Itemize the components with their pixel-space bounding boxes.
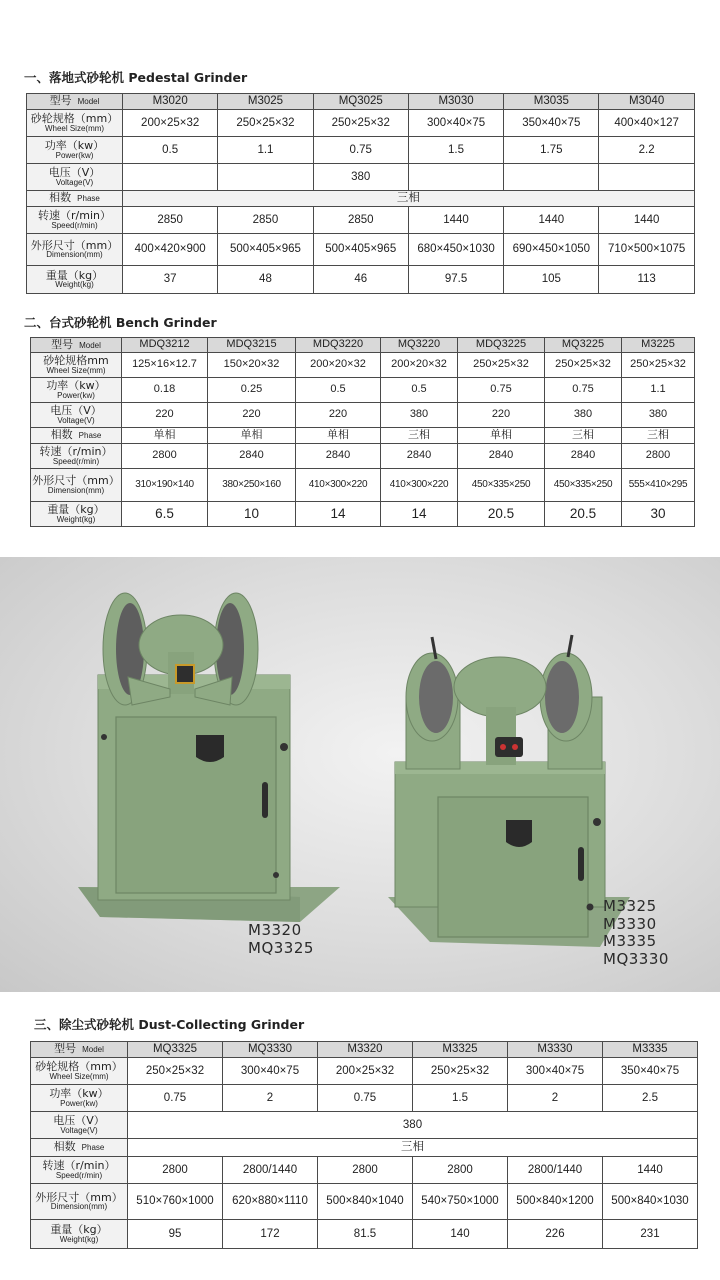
model-cell: MDQ3225 [458, 338, 545, 353]
table-cell: 510×760×1000 [128, 1184, 223, 1220]
row-label-wheel: 砂轮规格（mm） Wheel Size(mm) [27, 110, 123, 137]
row-label-dimension: 外形尺寸（mm） Dimension(mm) [31, 1184, 128, 1220]
table-row [31, 338, 695, 353]
model-label: M3330 [603, 914, 657, 933]
table-cell: 300×40×75 [408, 110, 503, 137]
table-cell: 680×450×1030 [408, 234, 503, 266]
row-label-voltage: 电压（V） Voltage(V) [31, 1112, 128, 1139]
right-model-labels [603, 898, 669, 968]
table-row [27, 164, 695, 191]
model-cell: M3020 [123, 94, 218, 110]
row-label-speed: 转速（r/min） Speed(r/min) [27, 207, 123, 234]
table-cell: 2850 [218, 207, 313, 234]
table-cell: 2.2 [599, 137, 694, 164]
row-label-dimension: 外形尺寸（mm） Dimension(mm) [27, 234, 123, 266]
table-row [27, 110, 695, 137]
table-cell: 三相 [622, 428, 695, 444]
table-cell [218, 164, 313, 191]
table-cell: 1440 [599, 207, 694, 234]
table-cell: 200×25×32 [318, 1058, 413, 1085]
table-cell: 30 [622, 502, 695, 527]
table-cell: 200×20×32 [381, 353, 458, 378]
phase-cell: 三相 [128, 1139, 698, 1157]
table-cell: 0.5 [381, 378, 458, 403]
table-row [31, 1042, 698, 1058]
table-cell: 1.1 [218, 137, 313, 164]
row-label-speed: 转速（r/min） Speed(r/min) [31, 1157, 128, 1184]
table-cell: 220 [458, 403, 545, 428]
table-cell: 172 [223, 1220, 318, 1249]
model-label: MQ3325 [248, 938, 314, 957]
model-cell: MQ3325 [128, 1042, 223, 1058]
table-row [31, 1157, 698, 1184]
row-label-power: 功率（kw） Power(kw) [31, 1085, 128, 1112]
table-row [31, 444, 695, 469]
table-cell: 220 [296, 403, 381, 428]
model-cell: MQ3220 [381, 338, 458, 353]
row-label-voltage: 电压（V） Voltage(V) [27, 164, 123, 191]
table-cell: 97.5 [408, 266, 503, 294]
table-cell: 2850 [123, 207, 218, 234]
table-cell: 310×190×140 [122, 469, 208, 502]
table-cell: 14 [296, 502, 381, 527]
bench-grinder-title: 二、台式砂轮机 Bench Grinder [24, 315, 217, 330]
table-cell: 231 [603, 1220, 698, 1249]
model-cell: MDQ3220 [296, 338, 381, 353]
row-label-model: 型号 Model [27, 94, 123, 110]
table-cell: 0.75 [313, 137, 408, 164]
row-label-power: 功率（kw） Power(kw) [31, 378, 122, 403]
table-cell: 0.75 [545, 378, 622, 403]
model-cell: M3035 [504, 94, 599, 110]
table-row [31, 378, 695, 403]
table-cell: 380 [622, 403, 695, 428]
table-cell: 单相 [208, 428, 296, 444]
left-model-labels [248, 922, 314, 957]
table-cell: 6.5 [122, 502, 208, 527]
table-cell: 450×335×250 [545, 469, 622, 502]
row-label-phase: 相数 Phase [27, 191, 123, 207]
table-cell: 20.5 [458, 502, 545, 527]
pedestal-grinder-title: 一、落地式砂轮机 Pedestal Grinder [24, 70, 248, 85]
model-label: M3320 [248, 921, 302, 939]
model-label: MQ3330 [603, 949, 669, 968]
product-photo [0, 557, 720, 992]
table-cell: 2800/1440 [508, 1157, 603, 1184]
table-cell: 2840 [545, 444, 622, 469]
table-row [31, 1058, 698, 1085]
table-cell: 0.75 [128, 1085, 223, 1112]
table-row [31, 469, 695, 502]
table-row [31, 353, 695, 378]
voltage-cell: 380 [128, 1112, 698, 1139]
table-cell: 500×840×1040 [318, 1184, 413, 1220]
row-label-phase: 相数 Phase [31, 428, 122, 444]
table-cell: 350×40×75 [603, 1058, 698, 1085]
table-cell: 500×840×1030 [603, 1184, 698, 1220]
table-row [31, 403, 695, 428]
table-cell: 380×250×160 [208, 469, 296, 502]
table-cell: 2800 [318, 1157, 413, 1184]
table-cell: 95 [128, 1220, 223, 1249]
dust-collecting-grinder-title: 三、除尘式砂轮机 Dust-Collecting Grinder [34, 1017, 305, 1032]
model-cell: M3335 [603, 1042, 698, 1058]
row-label-wheel: 砂轮规格mm Wheel Size(mm) [31, 353, 122, 378]
table-cell: 250×25×32 [128, 1058, 223, 1085]
table-cell [123, 164, 218, 191]
table-row [31, 1139, 698, 1157]
table-cell: 500×405×965 [313, 234, 408, 266]
table-cell: 2840 [458, 444, 545, 469]
table-cell: 250×25×32 [413, 1058, 508, 1085]
table-cell: 140 [413, 1220, 508, 1249]
table-row [27, 137, 695, 164]
table-cell: 1.5 [408, 137, 503, 164]
model-cell: M3225 [622, 338, 695, 353]
table-cell: 350×40×75 [504, 110, 599, 137]
row-label-speed: 转速（r/min） Speed(r/min) [31, 444, 122, 469]
row-label-weight: 重量（kg） Weight(kg) [31, 1220, 128, 1249]
table-cell: 250×25×32 [218, 110, 313, 137]
table-cell: 2800 [413, 1157, 508, 1184]
table-row [31, 1184, 698, 1220]
phase-cell: 三相 [123, 191, 695, 207]
row-label-model: 型号 Model [31, 1042, 128, 1058]
table-cell: 0.75 [458, 378, 545, 403]
model-cell: M3330 [508, 1042, 603, 1058]
table-cell: 1.75 [504, 137, 599, 164]
table-cell: 400×420×900 [123, 234, 218, 266]
table-row [27, 266, 695, 294]
table-cell: 150×20×32 [208, 353, 296, 378]
table-cell: 400×40×127 [599, 110, 694, 137]
table-cell: 2800 [128, 1157, 223, 1184]
row-label-wheel: 砂轮规格（mm） Wheel Size(mm) [31, 1058, 128, 1085]
model-cell: MDQ3212 [122, 338, 208, 353]
table-cell: 380 [313, 164, 408, 191]
table-cell: 380 [381, 403, 458, 428]
table-cell: 105 [504, 266, 599, 294]
bench-grinder-table [30, 337, 695, 527]
table-row [31, 428, 695, 444]
table-cell: 2 [508, 1085, 603, 1112]
table-cell: 1440 [408, 207, 503, 234]
table-cell: 300×40×75 [223, 1058, 318, 1085]
model-cell: M3030 [408, 94, 503, 110]
model-cell: M3040 [599, 94, 694, 110]
table-cell: 2800/1440 [223, 1157, 318, 1184]
table-cell [599, 164, 694, 191]
table-cell: 113 [599, 266, 694, 294]
table-cell: 0.5 [123, 137, 218, 164]
table-cell: 220 [122, 403, 208, 428]
table-cell: 2800 [122, 444, 208, 469]
table-row [27, 234, 695, 266]
table-cell: 220 [208, 403, 296, 428]
table-cell: 37 [123, 266, 218, 294]
left-grinder-machine [78, 593, 340, 922]
table-cell: 48 [218, 266, 313, 294]
table-row [27, 191, 695, 207]
table-cell: 0.25 [208, 378, 296, 403]
row-label-dimension: 外形尺寸（mm） Dimension(mm) [31, 469, 122, 502]
table-cell: 540×750×1000 [413, 1184, 508, 1220]
table-cell: 2800 [622, 444, 695, 469]
table-cell: 1.1 [622, 378, 695, 403]
model-cell: MQ3330 [223, 1042, 318, 1058]
table-cell: 2840 [208, 444, 296, 469]
model-cell: MQ3225 [545, 338, 622, 353]
dust-collecting-grinder-table [30, 1041, 698, 1249]
table-cell: 690×450×1050 [504, 234, 599, 266]
model-cell: M3025 [218, 94, 313, 110]
table-cell: 2850 [313, 207, 408, 234]
table-cell: 226 [508, 1220, 603, 1249]
table-row [31, 1112, 698, 1139]
table-cell: 300×40×75 [508, 1058, 603, 1085]
row-label-weight: 重量（kg） Weight(kg) [31, 502, 122, 527]
table-cell: 250×25×32 [545, 353, 622, 378]
table-row [31, 502, 695, 527]
pedestal-grinder-table [26, 93, 695, 294]
table-cell: 10 [208, 502, 296, 527]
table-cell: 710×500×1075 [599, 234, 694, 266]
table-row [27, 94, 695, 110]
table-cell: 20.5 [545, 502, 622, 527]
right-grinder-machine [388, 635, 630, 947]
table-cell: 0.5 [296, 378, 381, 403]
model-cell: MQ3025 [313, 94, 408, 110]
table-cell: 500×405×965 [218, 234, 313, 266]
table-cell: 单相 [458, 428, 545, 444]
table-cell: 0.18 [122, 378, 208, 403]
table-cell [504, 164, 599, 191]
table-row [31, 1220, 698, 1249]
row-label-voltage: 电压（V） Voltage(V) [31, 403, 122, 428]
table-cell: 2840 [296, 444, 381, 469]
model-label: M3335 [603, 932, 657, 950]
table-cell: 410×300×220 [296, 469, 381, 502]
table-cell: 14 [381, 502, 458, 527]
table-cell: 250×25×32 [313, 110, 408, 137]
table-cell: 380 [545, 403, 622, 428]
table-cell: 2.5 [603, 1085, 698, 1112]
table-row [27, 207, 695, 234]
model-label: M3325 [603, 897, 657, 915]
table-cell: 单相 [122, 428, 208, 444]
table-cell: 125×16×12.7 [122, 353, 208, 378]
model-cell: MDQ3215 [208, 338, 296, 353]
model-cell: M3325 [413, 1042, 508, 1058]
table-cell: 1440 [603, 1157, 698, 1184]
table-cell: 200×25×32 [123, 110, 218, 137]
table-cell: 450×335×250 [458, 469, 545, 502]
table-cell: 81.5 [318, 1220, 413, 1249]
table-cell: 500×840×1200 [508, 1184, 603, 1220]
table-cell: 三相 [381, 428, 458, 444]
table-cell: 555×410×295 [622, 469, 695, 502]
table-cell: 单相 [296, 428, 381, 444]
table-cell: 46 [313, 266, 408, 294]
table-cell: 250×25×32 [458, 353, 545, 378]
row-label-model: 型号 Model [31, 338, 122, 353]
table-cell: 200×20×32 [296, 353, 381, 378]
table-cell: 2 [223, 1085, 318, 1112]
row-label-weight: 重量（kg） Weight(kg) [27, 266, 123, 294]
table-cell: 1.5 [413, 1085, 508, 1112]
table-cell: 三相 [545, 428, 622, 444]
table-cell: 2840 [381, 444, 458, 469]
table-cell: 0.75 [318, 1085, 413, 1112]
table-cell: 410×300×220 [381, 469, 458, 502]
table-cell [408, 164, 503, 191]
table-row [31, 1085, 698, 1112]
row-label-power: 功率（kw） Power(kw) [27, 137, 123, 164]
table-cell: 1440 [504, 207, 599, 234]
row-label-phase: 相数 Phase [31, 1139, 128, 1157]
table-cell: 620×880×1110 [223, 1184, 318, 1220]
model-cell: M3320 [318, 1042, 413, 1058]
table-cell: 250×25×32 [622, 353, 695, 378]
